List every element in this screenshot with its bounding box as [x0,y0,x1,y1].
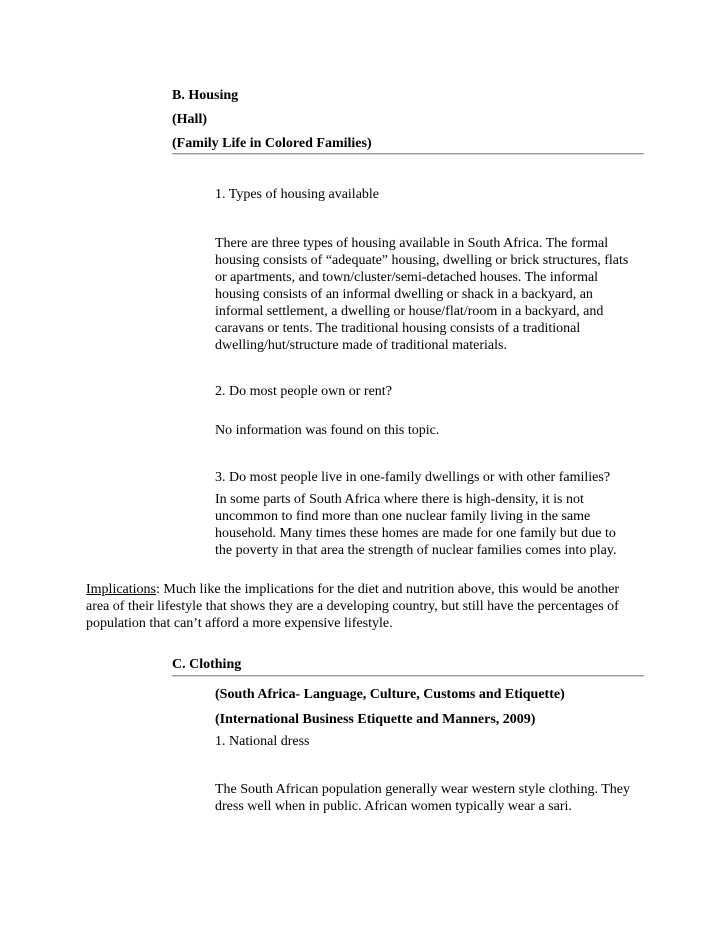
answer-line: or apartments, and town/cluster/semi-detached houses. The informal [215,270,599,285]
implications-paragraph [86,581,619,632]
answer-line: household. Many times these homes are made for one family but due to [215,526,616,541]
answer-line: housing consists of “adequate” housing, dwelling or brick structures, flats [215,253,629,268]
housing-answer-1 [215,235,628,354]
housing-heading: B. Housing [172,88,239,103]
housing-source-family-life: (Family Life in Colored Families) [172,136,372,151]
housing-question-3: 3. Do most people live in one-family dwellings or with other families? [215,470,611,485]
answer-line: There are three types of housing available in South Africa. The formal [215,236,609,251]
answer-line: The South African population generally wear western style clothing. They [215,782,630,797]
answer-line: caravans or tents. The traditional housing consists of a traditional [215,321,581,336]
housing-divider [172,153,644,155]
answer-line: the poverty in that area the strength of nuclear families comes into play. [215,543,617,558]
housing-answer-2: No information was found on this topic. [215,423,440,438]
clothing-answer-1 [215,781,630,815]
answer-line: dwelling/hut/structure made of traditional materials. [215,338,507,353]
clothing-question-1: 1. National dress [215,734,310,749]
answer-line: informal settlement, a dwelling or house/flat/room in a backyard, and [215,304,604,319]
clothing-divider [172,675,644,677]
answer-line: In some parts of South Africa where there is high-density, it is not [215,492,584,507]
answer-line: uncommon to find more than one nuclear family living in the same [215,509,591,524]
housing-answer-3 [215,491,616,559]
clothing-source-language-culture: (South Africa- Language, Culture, Customs and Etiquette) [215,687,565,702]
answer-line: housing consists of an informal dwelling or shack in a backyard, an [215,287,593,302]
clothing-heading: C. Clothing [172,657,242,672]
housing-question-2: 2. Do most people own or rent? [215,384,392,399]
implications-label: Implications [86,582,156,597]
housing-question-1: 1. Types of housing available [215,187,380,202]
clothing-source-business-etiquette: (International Business Etiquette and Manners, 2009) [215,712,536,727]
answer-line: dress well when in public. African women typically wear a sari. [215,799,572,814]
implications-line: population that can’t afford a more expensive lifestyle. [86,616,393,631]
implications-line: area of their lifestyle that shows they are a developing country, but still have the percentages of [86,599,619,614]
implications-text: : Much like the implications for the diet and nutrition above, this would be another [156,582,620,597]
housing-source-hall: (Hall) [172,112,207,127]
